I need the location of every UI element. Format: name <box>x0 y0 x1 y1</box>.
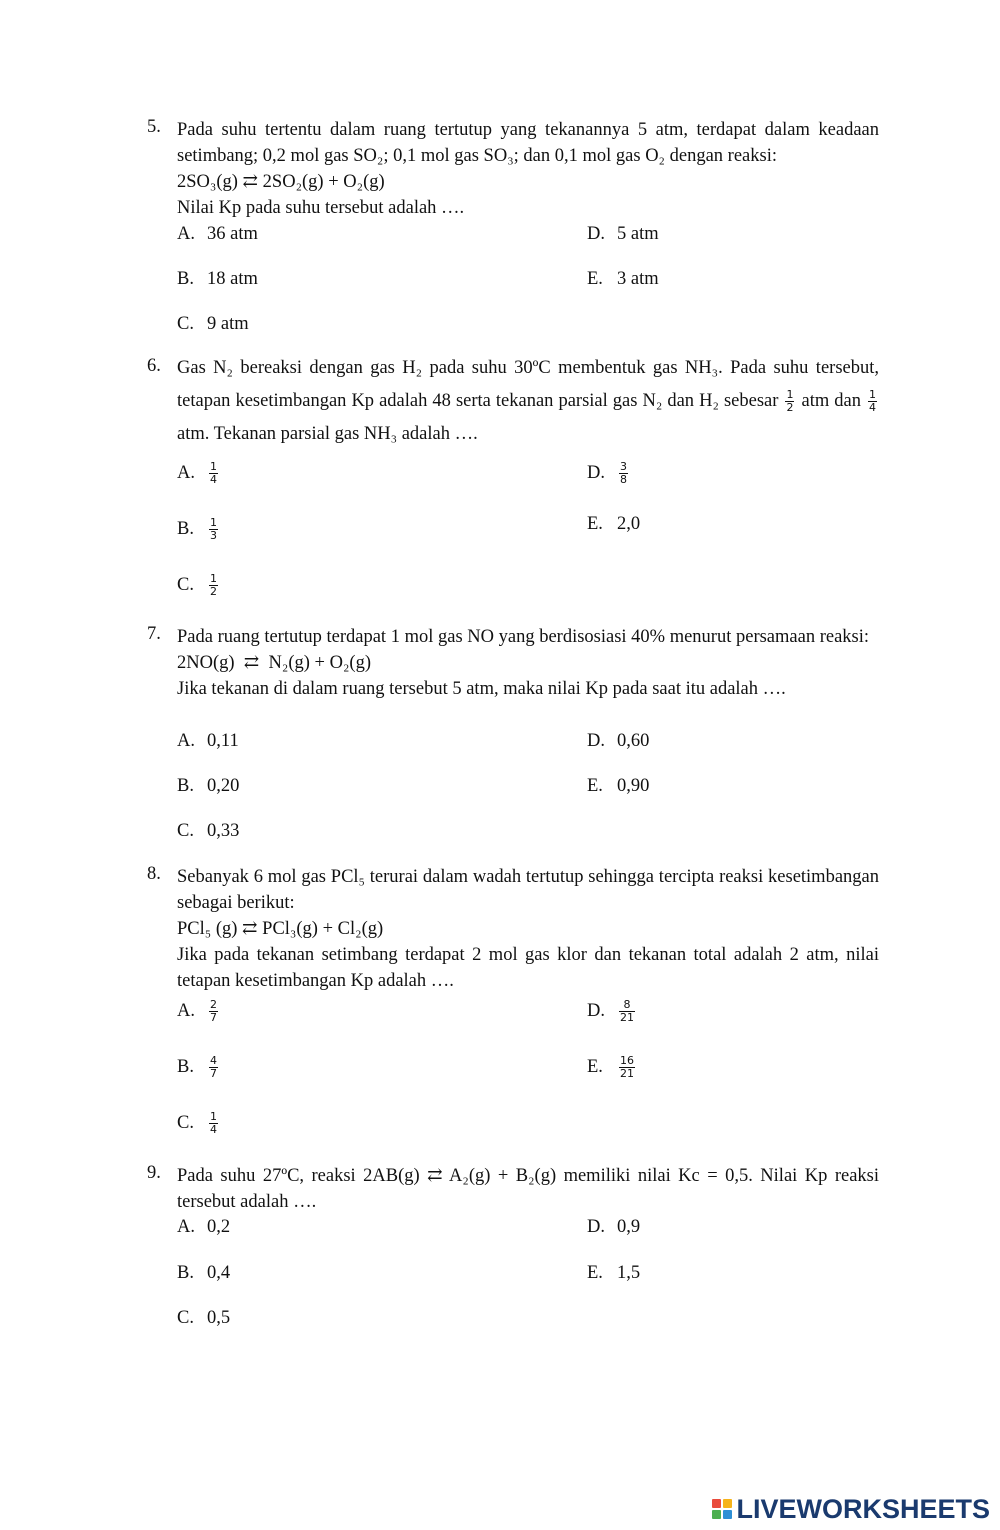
question-number: 9. <box>147 1163 161 1183</box>
question-9 <box>147 1163 879 1215</box>
question-text: Pada suhu tertentu dalam ruang tertutup yang tekanannya 5 atm, terdapat dalam keadaan setimbang; 0,2 mol gas SO₂; 0,1 mol gas SO₃; dan 0,1 mol gas O₂ dengan reaksi: <box>177 120 879 166</box>
question-prompt: Nilai Kp pada suhu tersebut adalah …. <box>177 198 465 218</box>
option-d[interactable]: D. $\frac{3}{8}$ <box>587 460 627 487</box>
option-c[interactable]: C. 9 atm <box>177 314 249 334</box>
option-e[interactable]: E. $\frac{16}{21}$ <box>587 1054 634 1081</box>
option-a[interactable]: A. $\frac{1}{4}$ <box>177 460 217 487</box>
question-6: 6. Gas N₂ bereaksi dengan gas H₂ pada suhu 30ºC membentuk gas NH₃. Pada suhu tersebut, tetapan kesetimbangan Kp adalah 48 serta tekanan parsial gas N₂ dan H₂ sebesar $\frac{1}{2}$ atm dan $\frac{1}{4}$ atm. Tekanan parsial gas NH₃ adalah …. <box>147 356 879 444</box>
option-c[interactable]: C. $\frac{1}{2}$ <box>177 572 217 599</box>
question-number: 6. <box>147 356 161 376</box>
question-prompt: Jika tekanan di dalam ruang tersebut 5 atm, maka nilai Kp pada saat itu adalah …. <box>177 679 786 699</box>
option-a[interactable]: A. 36 atm <box>177 224 258 244</box>
option-c[interactable]: C. 0,33 <box>177 821 240 841</box>
reaction-equation: 2SO₃(g) ⇄ 2SO₂(g) + O₂(g) <box>177 172 385 192</box>
option-e[interactable]: E. 0,90 <box>587 776 650 796</box>
reaction-equation: PCl₅ (g) ⇄ PCl₃(g) + Cl₂(g) <box>177 919 384 939</box>
question-number: 5. <box>147 117 161 137</box>
question-number: 7. <box>147 624 161 644</box>
liveworksheets-logo <box>712 1494 990 1524</box>
option-d[interactable]: D. $\frac{8}{21}$ <box>587 998 634 1025</box>
question-prompt: Jika pada tekanan setimbang terdapat 2 mol gas klor dan tekanan total adalah 2 atm, nilai tetapan kesetimbangan Kp adalah …. <box>177 945 879 991</box>
option-d[interactable]: D. 5 atm <box>587 224 659 244</box>
question-text: Sebanyak 6 mol gas PCl₅ terurai dalam wadah tertutup sehingga tercipta reaksi kesetimbangan sebagai berikut: <box>177 867 879 913</box>
option-b[interactable]: B. 0,4 <box>177 1263 231 1283</box>
question-prompt: atm. Tekanan parsial gas NH₃ adalah …. <box>177 424 478 444</box>
option-d[interactable]: D. 0,9 <box>587 1217 641 1237</box>
fraction-half: $\frac{1}{2}$ <box>786 388 794 415</box>
option-c[interactable]: C. $\frac{1}{4}$ <box>177 1110 217 1137</box>
question-7 <box>147 624 879 702</box>
brand-name: LIVEWORKSHEETS <box>736 1493 990 1524</box>
reaction-equation: 2NO(g) ⇄ N₂(g) + O₂(g) <box>177 653 371 673</box>
logo-squares-icon <box>712 1499 732 1519</box>
option-a[interactable]: A. 0,11 <box>177 731 239 751</box>
option-a[interactable]: A. $\frac{2}{7}$ <box>177 998 217 1025</box>
option-e[interactable]: E. 1,5 <box>587 1263 641 1283</box>
fraction-quarter: $\frac{1}{4}$ <box>869 388 877 415</box>
option-e[interactable]: E. 2,0 <box>587 514 641 534</box>
option-b[interactable]: B. $\frac{4}{7}$ <box>177 1054 217 1081</box>
option-e[interactable]: E. 3 atm <box>587 269 659 289</box>
option-a[interactable]: A. 0,2 <box>177 1217 231 1237</box>
question-8 <box>147 864 879 994</box>
option-b[interactable]: B. 18 atm <box>177 269 258 289</box>
question-number: 8. <box>147 864 161 884</box>
option-d[interactable]: D. 0,60 <box>587 731 650 751</box>
option-b[interactable]: B. 0,20 <box>177 776 240 796</box>
question-5 <box>147 117 879 221</box>
option-c[interactable]: C. 0,5 <box>177 1308 231 1328</box>
question-text: Gas N₂ bereaksi dengan gas H₂ pada suhu 30ºC membentuk gas NH₃. Pada suhu tersebut, tetapan kesetimbangan Kp adalah 48 serta tekanan parsial gas N₂ dan H₂ sebesar <box>177 358 879 411</box>
question-text: Pada ruang tertutup terdapat 1 mol gas NO yang berdisosiasi 40% menurut persamaan reaksi: <box>177 627 870 647</box>
option-b[interactable]: B. $\frac{1}{3}$ <box>177 516 217 543</box>
question-text: Pada suhu 27ºC, reaksi 2AB(g) ⇄ A₂(g) + B₂(g) memiliki nilai Kc = 0,5. Nilai Kp reaksi tersebut adalah …. <box>177 1166 879 1212</box>
